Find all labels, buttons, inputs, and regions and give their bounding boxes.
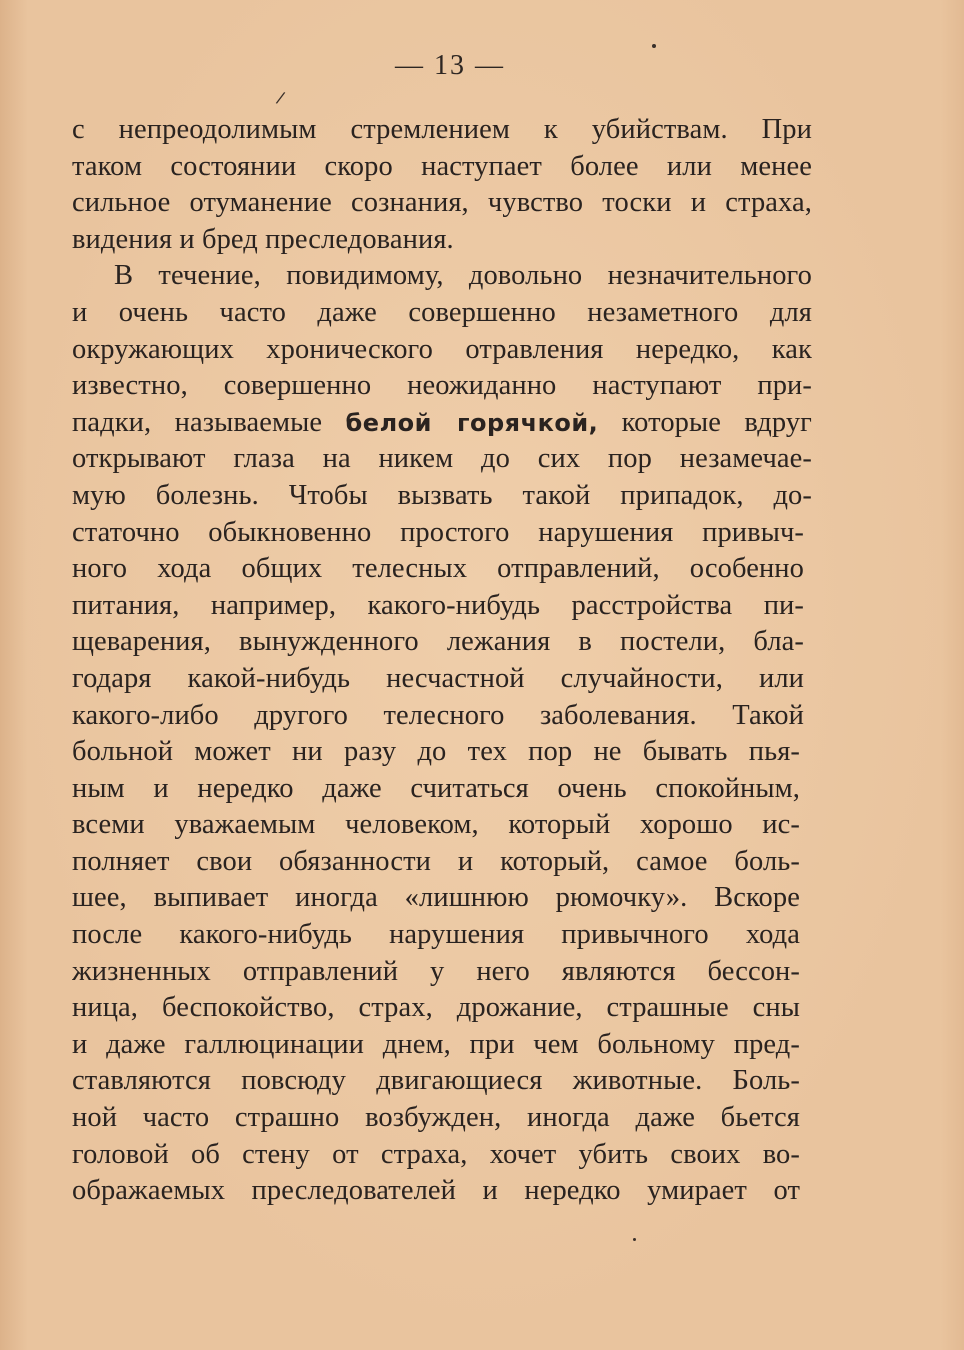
text-line: питания, например, какого-нибудь расстройства пи- [72, 589, 804, 621]
text-line: и даже галлюцинации днем, при чем больному пред- [72, 1028, 800, 1060]
text-line: ставляются повсюду двигающиеся животные. Боль- [72, 1065, 800, 1097]
text-line-with-emphasis [72, 405, 812, 442]
page-number: — 13 — [395, 50, 505, 81]
text-line: жизненных отправлений у него являются бессон- [72, 955, 800, 987]
text-line: и очень часто даже совершенно незаметного для [72, 296, 812, 328]
text-line: больной может ни разу до тех пор не бывать пья- [72, 736, 800, 768]
paragraph-2 [72, 258, 812, 1209]
text-line: статочно обыкновенно простого нарушения привыч- [72, 516, 804, 548]
paragraph-1 [72, 112, 812, 258]
text-line: полняет свои обязанности и который, самое боль- [72, 845, 800, 877]
text-line: видения и бред преследования. [72, 223, 454, 255]
text-line: ной часто страшно возбужден, иногда даже бьется [72, 1102, 800, 1134]
ink-speck [652, 44, 656, 48]
emphasized-term: белой горячкой, [345, 408, 599, 437]
text-line: мую болезнь. Чтобы вызвать такой припадок, до- [72, 479, 812, 511]
text-line: годаря какой-нибудь несчастной случайности, или [72, 662, 804, 694]
text-line: ным и нередко даже считаться очень спокойным, [72, 772, 800, 804]
text-line: окружающих хронического отравления нередко, как [72, 333, 812, 365]
text-fragment: которые вдруг [621, 406, 812, 438]
text-line: ображаемых преследователей и нередко умирает от [72, 1175, 800, 1207]
text-line: шее, выпивает иногда «лишнюю рюмочку». Вскоре [72, 882, 800, 914]
text-line: открывают глаза на никем до сих пор незамечае- [72, 443, 812, 475]
text-line: В течение, повидимому, довольно незначительного [114, 260, 812, 292]
ink-mark: / [274, 87, 287, 108]
body-text [72, 112, 812, 1210]
text-line: всеми уважаемым человеком, который хорошо ис- [72, 809, 800, 841]
text-line: щеварения, вынужденного лежания в постели, бла- [72, 626, 804, 658]
text-line: после какого-нибудь нарушения привычного хода [72, 919, 800, 951]
text-line: головой об стену от страха, хочет убить своих во- [72, 1138, 800, 1170]
text-line: известно, совершенно неожиданно наступают при- [72, 370, 812, 402]
text-fragment: падки, называемые [72, 406, 323, 438]
text-line: сильное отуманение сознания, чувство тоски и страха, [72, 187, 812, 219]
text-line: ница, беспокойство, страх, дрожание, страшные сны [72, 992, 800, 1024]
text-line: какого-либо другого телесного заболевания. Такой [72, 699, 804, 731]
text-line: ного хода общих телесных отправлений, особенно [72, 553, 804, 585]
text-line: таком состоянии скоро наступает более или менее [72, 150, 812, 182]
ink-speck [633, 1238, 636, 1241]
text-line: с непреодолимым стремлением к убийствам. При [72, 114, 812, 145]
